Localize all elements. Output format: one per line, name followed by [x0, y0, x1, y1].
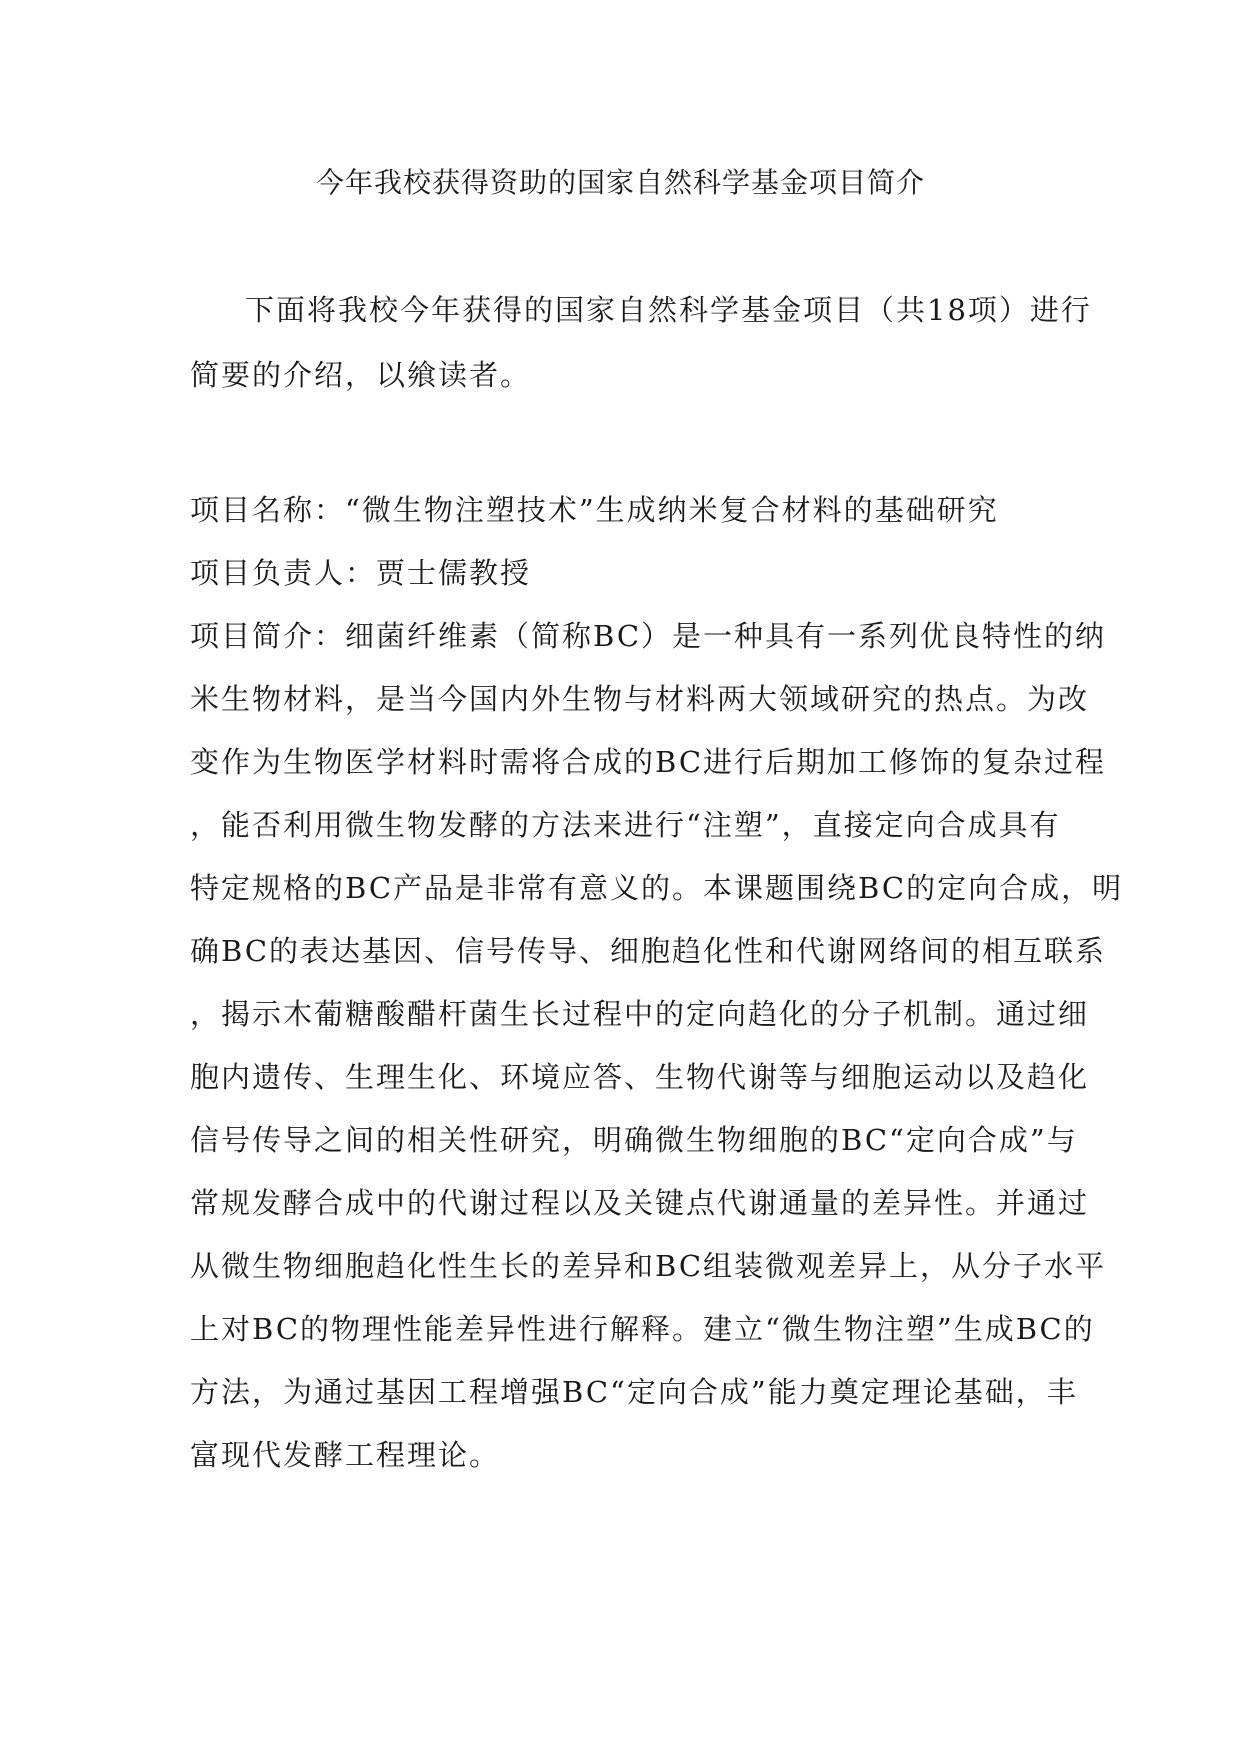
summary-line-12: 上对BC的物理性能差异性进行解释。建立“微生物注塑”生成BC的	[190, 1312, 1095, 1346]
project-name: 项目名称：“微生物注塑技术”生成纳米复合材料的基础研究	[190, 493, 999, 527]
summary-line-2: 米生物材料，是当今国内外生物与材料两大领域研究的热点。为改	[190, 682, 1090, 716]
summary-line-9: 信号传导之间的相关性研究，明确微生物细胞的BC“定向合成”与	[190, 1123, 1078, 1157]
intro-line-2: 简要的介绍，以飨读者。	[190, 358, 532, 392]
summary-line-10: 常规发酵合成中的代谢过程以及关键点代谢通量的差异性。并通过	[190, 1186, 1090, 1220]
intro-line-1: 下面将我校今年获得的国家自然科学基金项目（共18项）进行	[245, 293, 1092, 327]
summary-line-3: 变作为生物医学材料时需将合成的BC进行后期加工修饰的复杂过程	[190, 745, 1107, 779]
summary-line-1: 项目简介：细菌纤维素（简称BC）是一种具有一系列优良特性的纳	[190, 619, 1107, 653]
summary-line-11: 从微生物细胞趋化性生长的差异和BC组装微观差异上，从分子水平	[190, 1249, 1107, 1283]
summary-line-7: ，揭示木葡糖酸醋杆菌生长过程中的定向趋化的分子机制。通过细	[190, 997, 1090, 1031]
summary-line-5: 特定规格的BC产品是非常有意义的。本课题围绕BC的定向合成，明	[190, 871, 1124, 905]
summary-line-13: 方法，为通过基因工程增强BC“定向合成”能力奠定理论基础，丰	[190, 1375, 1078, 1409]
summary-line-14: 富现代发酵工程理论。	[190, 1438, 501, 1472]
document-title: 今年我校获得资助的国家自然科学基金项目简介	[315, 166, 925, 199]
summary-line-4: ，能否利用微生物发酵的方法来进行“注塑”，直接定向合成具有	[190, 808, 1061, 842]
summary-line-6: 确BC的表达基因、信号传导、细胞趋化性和代谢网络间的相互联系	[190, 934, 1107, 968]
project-leader: 项目负责人：贾士儒教授	[190, 556, 532, 590]
summary-line-8: 胞内遗传、生理生化、环境应答、生物代谢等与细胞运动以及趋化	[190, 1060, 1090, 1094]
